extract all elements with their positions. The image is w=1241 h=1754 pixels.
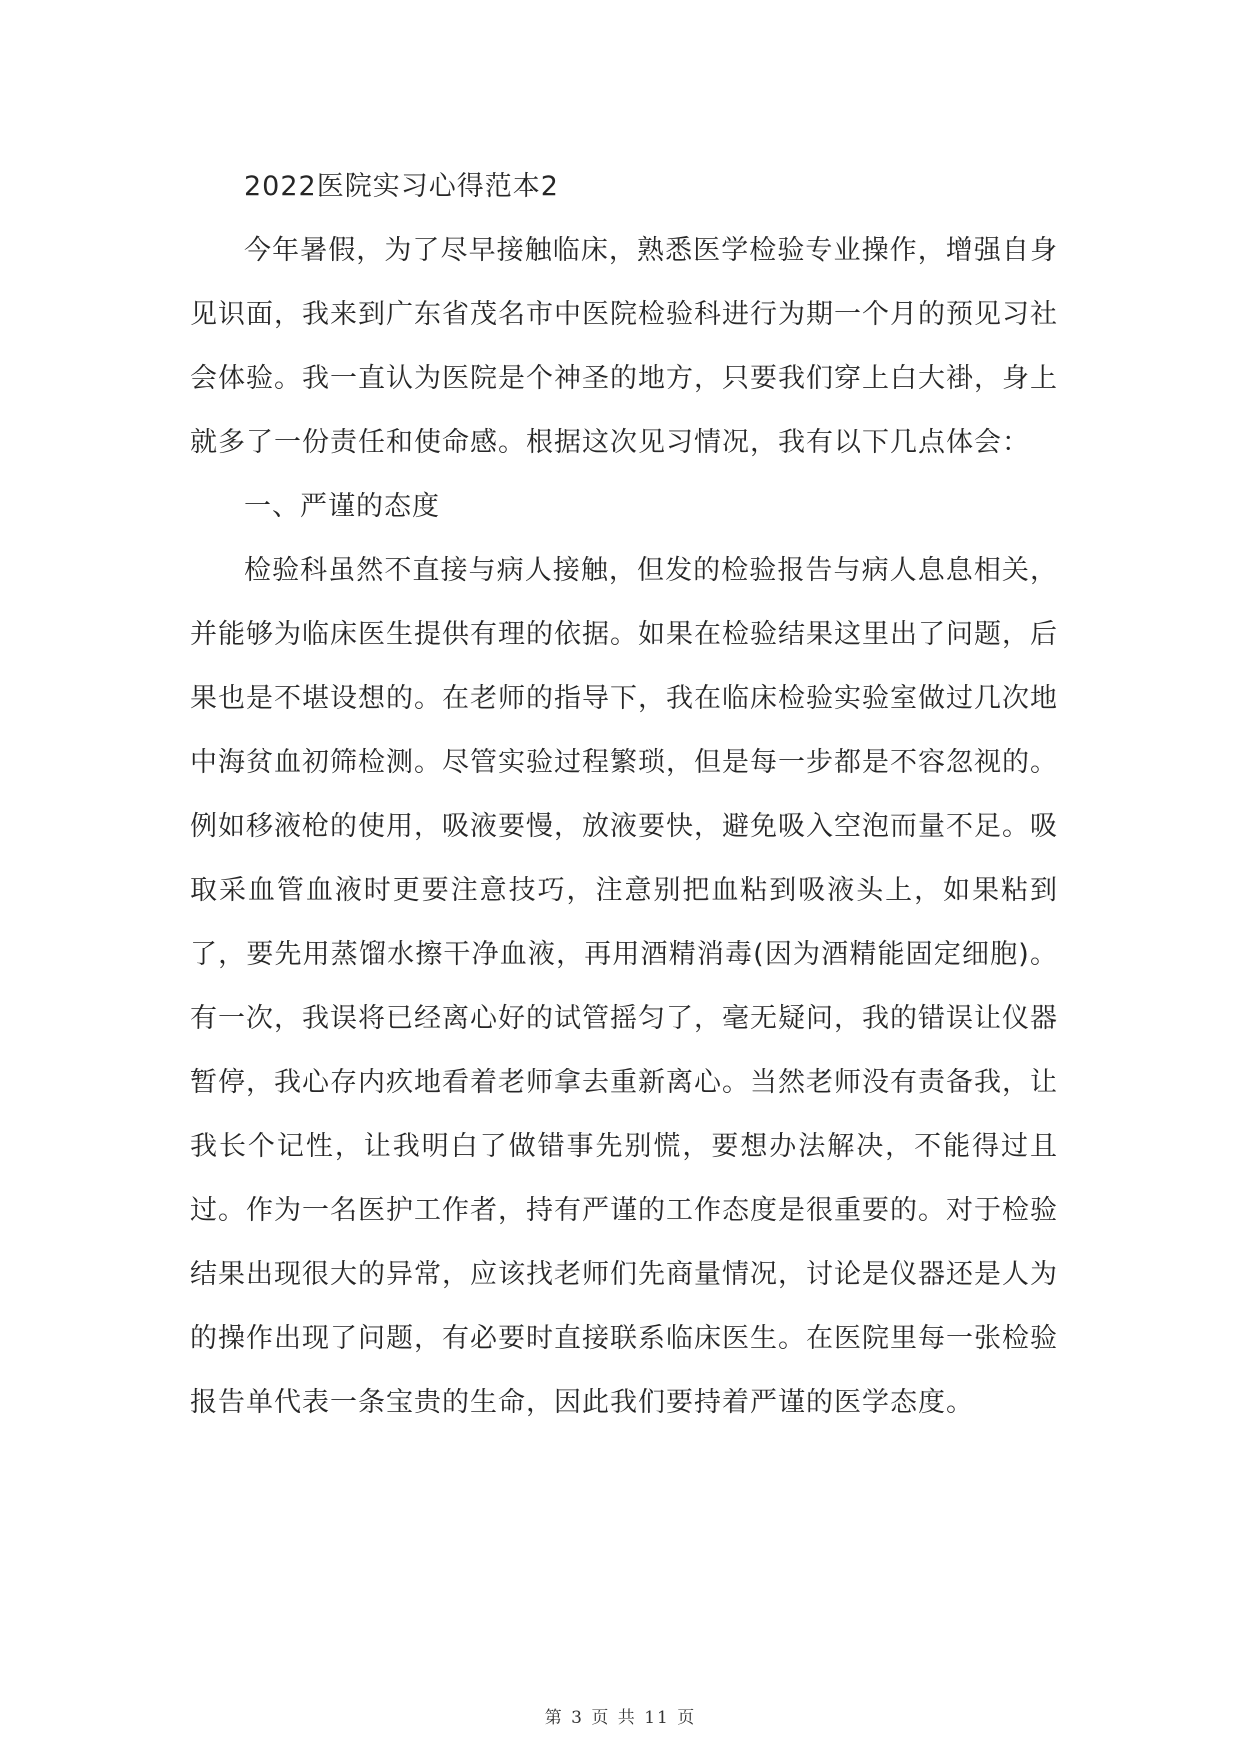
paragraph-intro: 今年暑假，为了尽早接触临床，熟悉医学检验专业操作，增强自身见识面，我来到广东省茂名市中医院检验科进行为期一个月的预见习社会体验。我一直认为医院是个神圣的地方，只要我们穿上白大褂，身上就多了一份责任和使命感。根据这次见习情况，我有以下几点体会： — [190, 235, 1058, 458]
document-body — [190, 155, 1058, 1435]
paragraph-body: 检验科虽然不直接与病人接触，但发的检验报告与病人息息相关，并能够为临床医生提供有理的依据。如果在检验结果这里出了问题，后果也是不堪设想的。在老师的指导下，我在临床检验实验室做过几次地中海贫血初筛检测。尽管实验过程繁琐，但是每一步都是不容忽视的。例如移液枪的使用，吸液要慢，放液要快，避免吸入空泡而量不足。吸取采血管血液时更要注意技巧，注意别把血粘到吸液头上，如果粘到了，要先用蒸馏水擦干净血液，再用酒精消毒(因为酒精能固定细胞)。有一次，我误将已经离心好的试管摇匀了，毫无疑问，我的错误让仪器暂停，我心存内疚地看着老师拿去重新离心。当然老师没有责备我，让我长个记性，让我明白了做错事先别慌，要想办法解决，不能得过且过。作为一名医护工作者，持有严谨的工作态度是很重要的。对于检验结果出现很大的异常，应该找老师们先商量情况，讨论是仪器还是人为的操作出现了问题，有必要时直接联系临床医生。在医院里每一张检验报告单代表一条宝贵的生命，因此我们要持着严谨的医学态度。 — [190, 555, 1058, 1418]
page-footer: 第 3 页 共 11 页 — [544, 1708, 697, 1728]
section-heading: 一、严谨的态度 — [244, 491, 440, 522]
document-title: 2022医院实习心得范本2 — [244, 171, 559, 202]
